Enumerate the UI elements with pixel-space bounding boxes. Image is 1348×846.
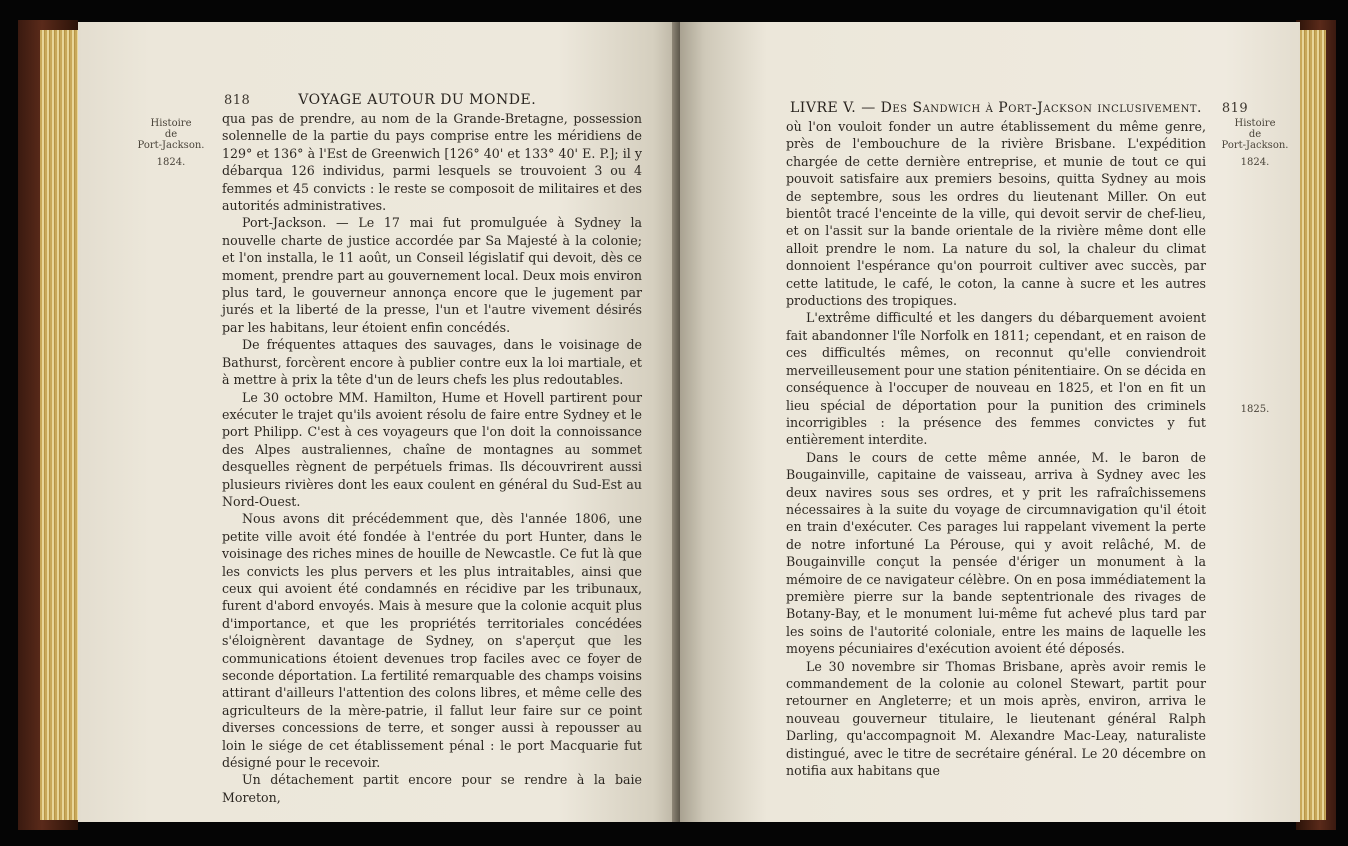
left-running-head: VOYAGE AUTOUR DU MONDE.	[298, 92, 537, 108]
left-margin-note: Histoire de Port-Jackson. 1824.	[137, 118, 205, 168]
paragraph: Nous avons dit précédemment que, dès l'année 1806, une petite ville avoit été fondée à l'entrée du port Hunter, dans le voisinage des riches mines de houille de Newcastle. Ce fut là que les convicts les plus pervers et les plus intraitables, ainsi que ceux qui avoient été condamnés en récidive par les tribunaux, furent d'abord envoyés. Mais à mesure que la colonie acquit plus d'importance, et que les propriétés territoriales concédées s'éloignèrent davantage de Sydney, on s'aperçut que les communications étoient devenues trop faciles avec ce foyer de seconde déportation. La fertilité remarquable des champs voisins attirant d'ailleurs l'attention des colons libres, et même celle des agriculteurs de la mère-patrie, il fallut leur faire sur ce point diverses concessions de terre, et songer aussi à repousser au loin le siége de cet établissement pénal : le port Macquarie fut désigné pour le recevoir.	[222, 511, 642, 771]
paragraph: L'extrême difficulté et les dangers du débarquement avoient fait abandonner l'île Norfolk en 1811; cependant, et en raison de ces difficultés mêmes, on reconnut qu'elle conviendroit merveilleusement pour une station pénitentiaire. On se décida en conséquence à l'occuper de nouveau en 1825, et l'on en fit un lieu spécial de déportation pour la punition des criminels incorrigibles : la présence des femmes convictes y fut entièrement interdite.	[786, 310, 1206, 448]
paragraph: Port-Jackson. — Le 17 mai fut promulguée à Sydney la nouvelle charte de justice accordée par Sa Majesté à la colonie; et l'on installa, le 11 août, un Conseil législatif qui devoit, dès ce moment, prendre part au gouvernement local. Deux mois environ plus tard, le gouverneur annonça encore que le jugement par jurés et la liberté de la presse, l'un et l'autre vivement désirés par les habitans, leur étoient enfin concédés.	[222, 215, 642, 335]
right-margin-note: Histoire de Port-Jackson. 1824.	[1221, 118, 1289, 168]
left-page-number: 818	[224, 93, 251, 108]
left-page-header	[224, 92, 536, 108]
right-page-body	[786, 118, 1206, 779]
paragraph: Dans le cours de cette même année, M. le baron de Bougainville, capitaine de vaisseau, arriva à Sydney avec les deux navires sous ses ordres, et y prit les rafraîchissemens nécessaires à la suite du voyage de circumnavigation qu'il étoit en train d'exécuter. Ces parages lui rappelant vivement la perte de notre infortuné La Pérouse, qui y avoit relâché, M. de Bougainville conçut la pensée d'ériger un monument à la mémoire de ce navigateur célèbre. On en posa immédiatement la première pierre sur la bande septentrionale des rivages de Botany-Bay, et le monument lui-même fut achevé plus tard par les soins de l'autorité coloniale, entre les mains de laquelle les moyens pécuniaires d'exécution avoient été déposés.	[786, 449, 1206, 657]
left-page	[78, 22, 678, 822]
paragraph: qua pas de prendre, au nom de la Grande-Bretagne, possession solennelle de la partie du pays comprise entre les méridiens de 129° et 136° à l'Est de Greenwich [126° 40' et 133° 40' E. P.]; il y débarqua 126 individus, parmi lesquels se trouvoient 3 ou 4 femmes et 45 convicts : le reste se composoit de militaires et des autorités administratives.	[222, 111, 642, 214]
right-running-head: LIVRE V. — Des Sandwich à Port-Jackson inclusivement.	[790, 100, 1202, 116]
paragraph: où l'on vouloit fonder un autre établissement du même genre, près de l'embouchure de la rivière Brisbane. L'expédition chargée de cette dernière entreprise, et munie de tout ce qui pouvoit satisfaire aux premiers besoins, quitta Sydney au mois de septembre, sous les ordres du lieutenant Miller. On eut bientôt tracé l'enceinte de la ville, qui devoit servir de chef-lieu, et on l'assit sur la bande orientale de la rivière même dont elle alloit prendre le nom. La nature du sol, la chaleur du climat donnoient l'espérance qu'on pourroit cultiver avec succès, par cette latitude, le café, le coton, la canne à sucre et les autres productions des tropiques.	[786, 119, 1206, 309]
right-page-header	[790, 100, 1248, 116]
paragraph: De fréquentes attaques des sauvages, dans le voisinage de Bathurst, forcèrent encore à publier contre eux la loi martiale, et à mettre à prix la tête d'un de leurs chefs les plus redoutables.	[222, 337, 642, 388]
right-page-number: 819	[1221, 101, 1249, 116]
left-page-body	[222, 110, 642, 806]
right-page	[680, 22, 1300, 822]
paragraph: Le 30 octobre MM. Hamilton, Hume et Hovell partirent pour exécuter le trajet qu'ils avoient résolu de faire entre Sydney et le port Philipp. C'est à ces voyageurs que l'on doit la connoissance des Alpes australiennes, chaîne de montagnes au sommet desquelles règnent de perpétuels frimas. Ils découvrirent aussi plusieurs rivières dont les eaux coulent en général du Sud-Est au Nord-Ouest.	[222, 389, 642, 509]
paragraph: Un détachement partit encore pour se rendre à la baie Moreton,	[222, 772, 642, 805]
right-margin-note-year: 1825.	[1240, 404, 1270, 415]
paragraph: Le 30 novembre sir Thomas Brisbane, après avoir remis le commandement de la colonie au colonel Stewart, partit pour retourner en Angleterre; et un mois après, environ, arriva le nouveau gouverneur titulaire, le lieutenant général Ralph Darling, qu'accompagnoit M. Alexandre Mac-Leay, naturaliste distingué, avec le titre de secrétaire général. Le 20 décembre on notifia aux habitans que	[786, 658, 1206, 779]
